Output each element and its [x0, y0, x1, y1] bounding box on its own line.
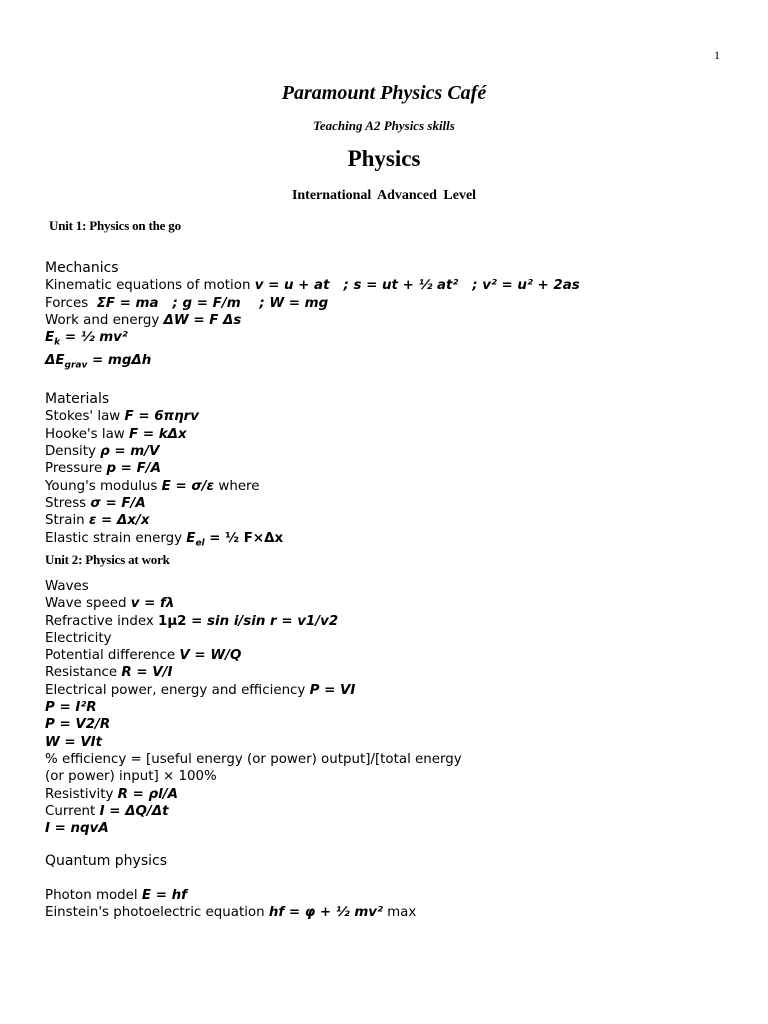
work-energy-line	[45, 312, 580, 329]
refractive-index-line: Refractive index 1μ2 = sin i/sin r = v1/v2	[45, 613, 339, 629]
unit2-title: Unit 2: Physics at work	[45, 552, 170, 567]
stokes-line: Stokes' law F = 6πηrv	[45, 409, 199, 425]
page-number: 1	[714, 48, 720, 62]
density-line: Density ρ = m/V	[45, 444, 160, 460]
elastic-strain-energy-equation: $E_{el}$ = ½ F×Δx	[186, 530, 284, 549]
stress-equation: σ = F/A	[90, 495, 146, 511]
unit1-title: Unit 1: Physics on the go	[49, 218, 181, 233]
kinematic-label: Kinematic equations of motion	[45, 278, 255, 294]
current-equation: I = ΔQ/Δt	[99, 803, 169, 819]
kinematic-line	[45, 277, 580, 294]
young-modulus-line: Young's modulus E = σ/ε where	[45, 478, 260, 494]
current-line: Current I = ΔQ/Δt	[45, 803, 169, 819]
level-heading: International Advanced Level	[291, 188, 477, 203]
gravitational-energy-equation: $\Delta E_{grav} = mg\Delta h$	[45, 353, 152, 371]
kinematic-equation: v = u + at ; s = ut + ½ at² ; v² = u² + 2as	[254, 278, 580, 294]
power-i2r-equation: P = I²R	[45, 700, 97, 716]
hooke-line: Hooke's law F = kΔx	[45, 426, 187, 442]
unit1-content	[45, 260, 580, 552]
work-vit-equation: W = VIt	[45, 734, 103, 750]
electrical-power-equation: P = VI	[309, 682, 356, 698]
forces-label: Forces	[45, 295, 97, 311]
electricity-heading: Electricity	[45, 630, 112, 646]
wave-speed-equation: v = fλ	[130, 596, 175, 612]
current-nqva-equation: I = nqvA	[45, 821, 109, 837]
wave-speed-line: Wave speed v = fλ	[45, 596, 175, 612]
resistance-line: Resistance R = V/I	[45, 665, 173, 681]
materials-heading: Materials	[45, 391, 110, 408]
unit2-content	[45, 578, 462, 921]
kinetic-energy-equation: $E_k$ = ½ mv²	[45, 330, 128, 348]
work-energy-equation: ΔW = F Δs	[163, 312, 242, 328]
document-subtitle: Teaching A2 Physics skills	[313, 118, 455, 133]
strain-line: Strain ε = Δx/x	[45, 513, 150, 529]
waves-heading: Waves	[45, 579, 89, 594]
efficiency-line-2: (or power) input] × 100%	[45, 769, 217, 785]
document-title: Paramount Physics Café	[281, 82, 487, 104]
stokes-equation: F = 6πηrv	[124, 409, 199, 425]
quantum-physics-heading: Quantum physics	[45, 853, 168, 870]
resistivity-equation: R = ρl/A	[117, 786, 178, 802]
hooke-equation: F = kΔx	[129, 426, 187, 442]
potential-difference-equation: V = W/Q	[179, 648, 242, 664]
pressure-line: Pressure p = F/A	[45, 461, 161, 477]
resistance-equation: R = V/I	[121, 665, 173, 681]
refractive-index-equation: = sin i/sin r = v1/v2	[186, 613, 339, 629]
einstein-photoelectric-equation: hf = φ + ½ mv²	[268, 905, 383, 921]
efficiency-line-1: % efficiency = [useful energy (or power) output]/[total energy	[45, 751, 462, 767]
photon-model-equation: E = hf	[141, 887, 187, 903]
photon-model-line: Photon model E = hf	[45, 887, 187, 903]
density-equation: ρ = m/V	[100, 444, 160, 460]
pressure-equation: p = F/A	[106, 461, 161, 477]
subject-heading: Physics	[347, 146, 421, 171]
einstein-equation-line: Einstein's photoelectric equation hf = φ + ½ mv² max	[45, 905, 417, 921]
strain-equation: ε = Δx/x	[88, 513, 150, 529]
stress-line: Stress σ = F/A	[45, 495, 146, 511]
mechanics-heading: Mechanics	[45, 260, 119, 276]
elastic-strain-energy-line: Elastic strain energy $E_{el}$ = ½ F×Δx	[45, 530, 284, 549]
electrical-power-line: Electrical power, energy and efficiency P = VI	[45, 682, 356, 698]
work-energy-label: Work and energy	[45, 312, 164, 328]
potential-difference-line: Potential difference V = W/Q	[45, 648, 242, 664]
power-v2r-equation: P = V2/R	[45, 717, 111, 733]
young-modulus-equation: E = σ/ε	[161, 478, 215, 494]
forces-equation: ΣF = ma ; g = F/m ; W = mg	[96, 295, 329, 311]
forces-line	[45, 295, 580, 312]
resistivity-line: Resistivity R = ρl/A	[45, 786, 178, 802]
